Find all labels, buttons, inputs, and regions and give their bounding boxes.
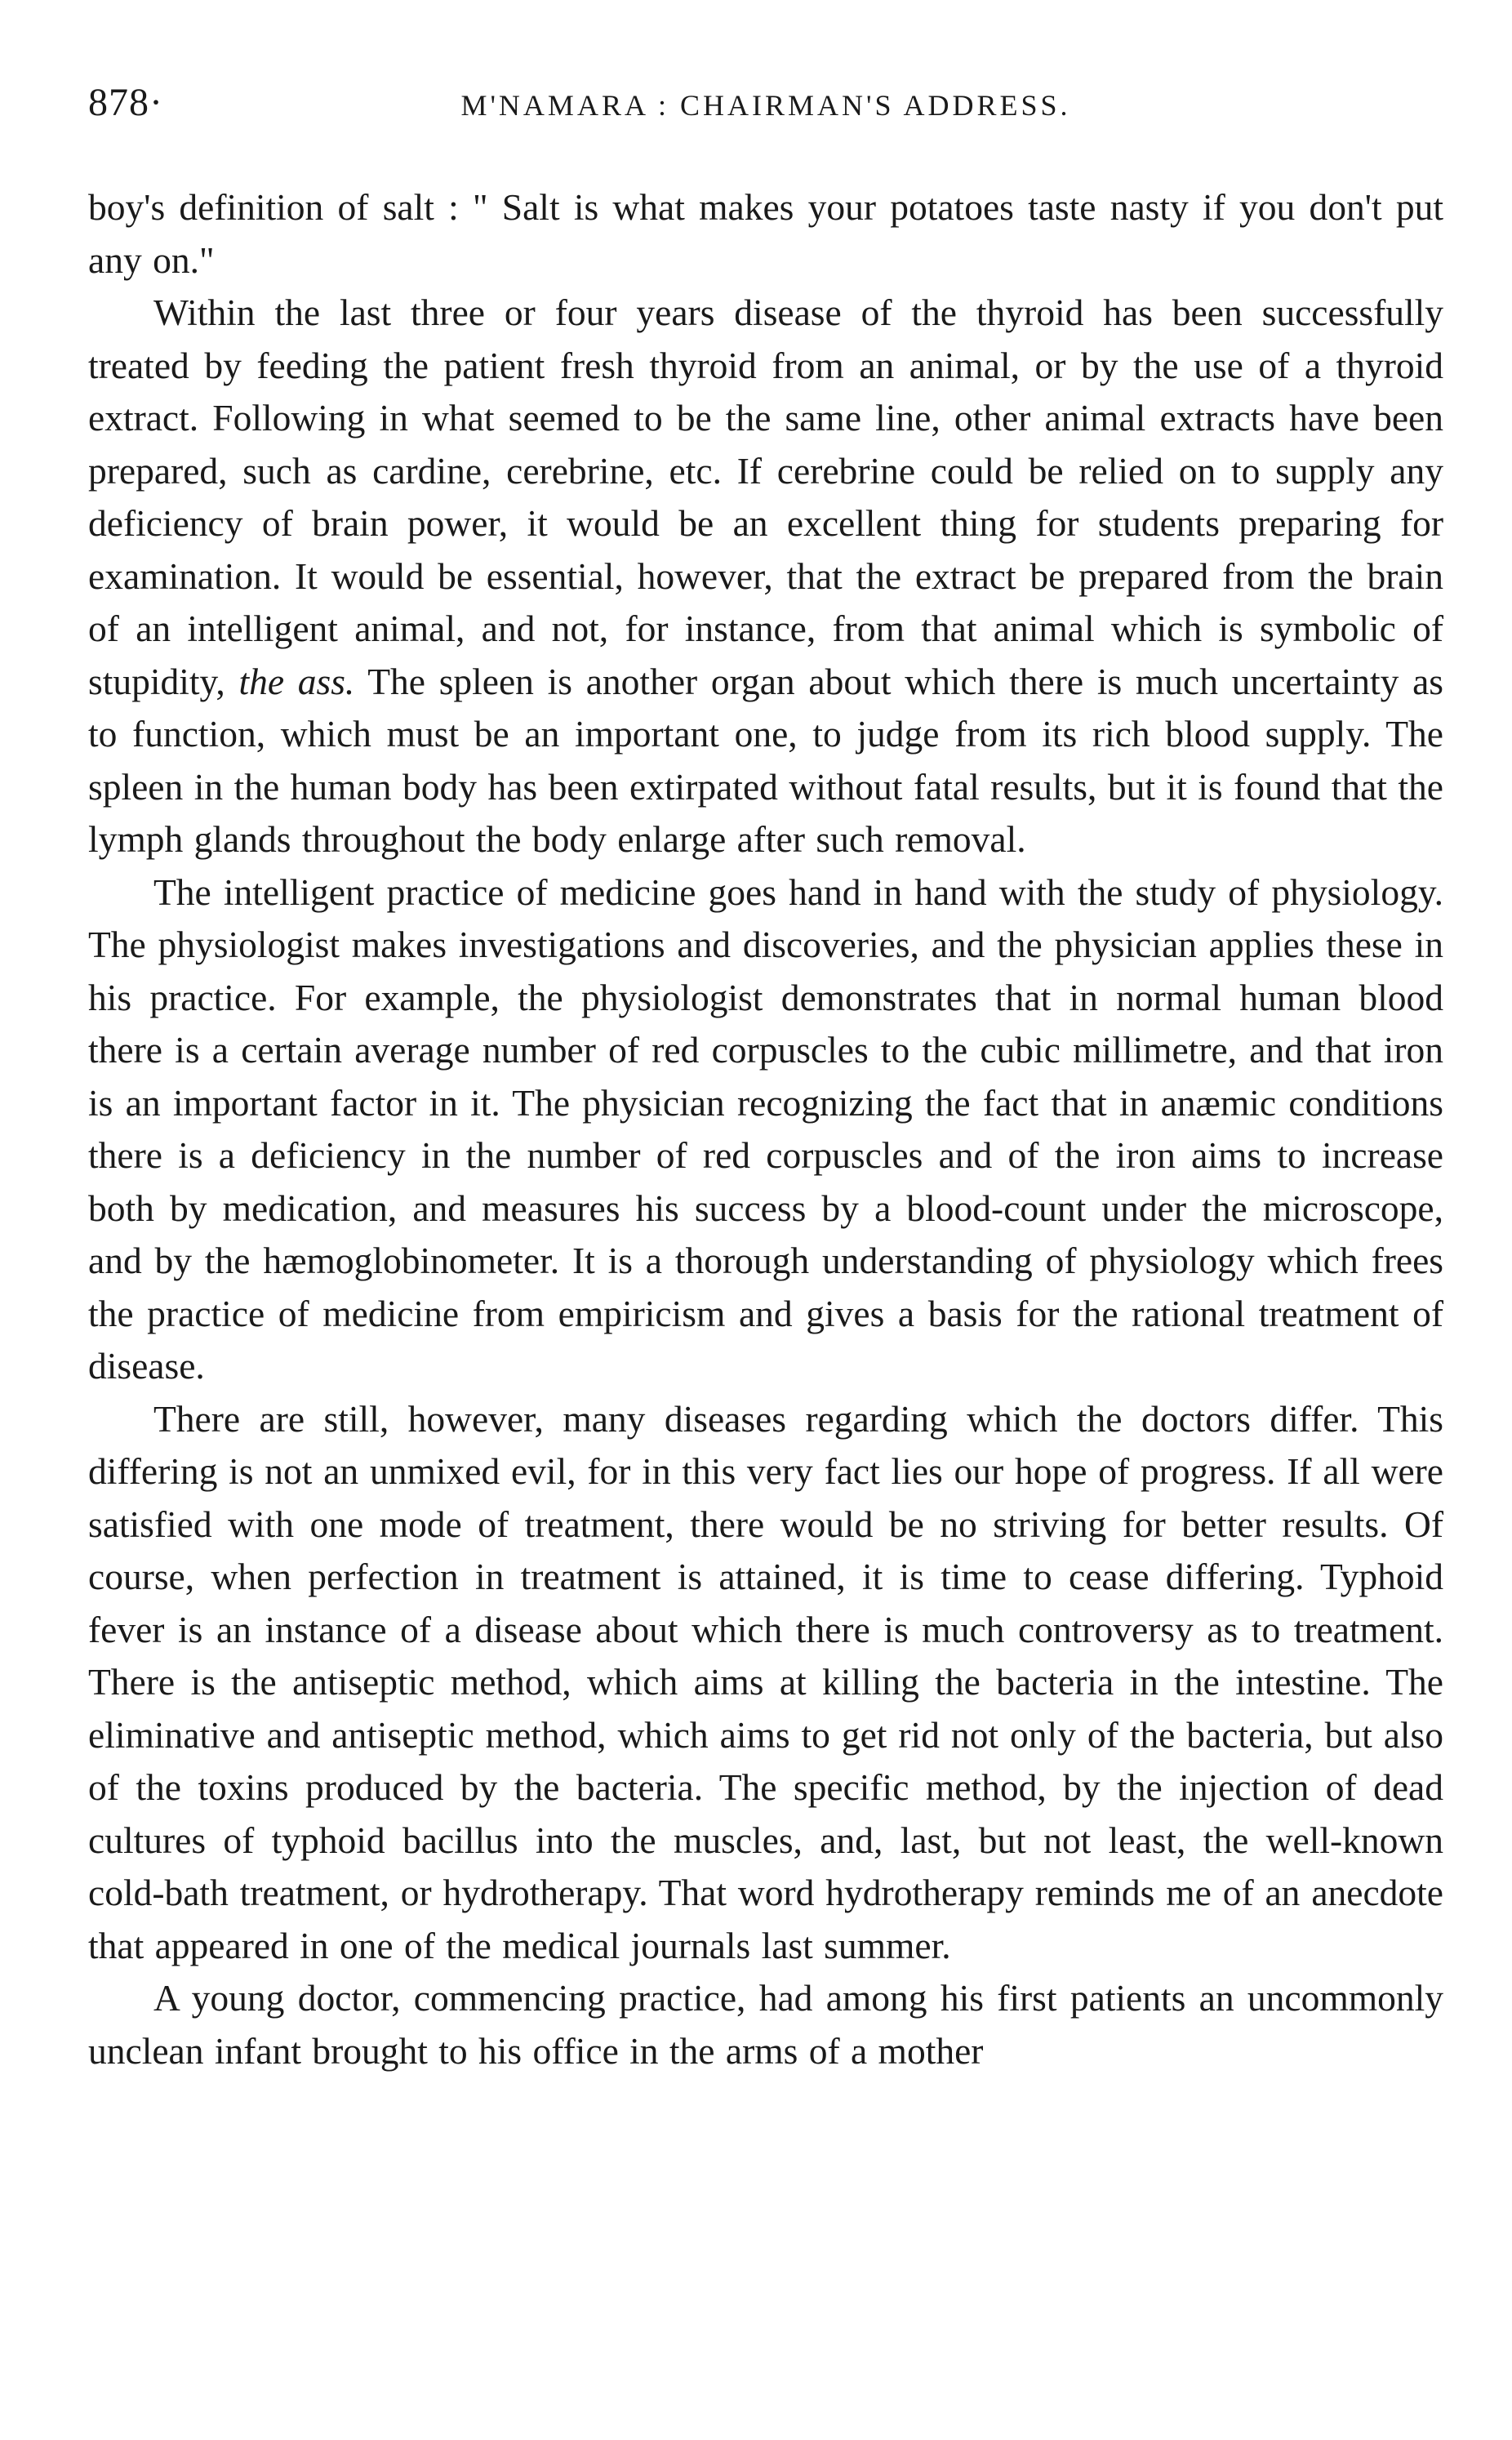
paragraph-text-continued: The spleen is another organ about which there is much uncertainty as to function, which must be an important one, to judge from its rich blood supply. The spleen in the human body has been extirpated without fatal results, but it is found that the lymph glands throughout the body enlarge after such removal. xyxy=(88,660,1444,860)
page-number: 878· xyxy=(88,81,163,124)
paragraph-typhoid xyxy=(88,1393,1443,1973)
running-head xyxy=(88,80,1443,129)
paragraph-text: Within the last three or four years disease of the thyroid has been successfully treated by feeding the patient fresh thyroid from an animal, or by the use of a thyroid extract. Following in what seemed to be the same line, other animal extracts have been prepared, such as cardine, cerebrine, etc. If cerebrine could be relied on to supply any deficiency of brain power, it would be an excellent thing for students preparing for examination. It would be essential, however, that the extract be prepared from the brain of an intelligent animal, and not, for instance, from that animal which is symbolic of stupidity, xyxy=(88,292,1443,702)
paragraph-continuation xyxy=(88,181,1443,287)
paragraph-physiology xyxy=(88,866,1443,1393)
paragraph-text: The intelligent practice of medicine goes hand in hand with the study of physiology. The physiologist makes investigations and discoveries, and the physician applies these in his practice. For example, the physiologist demonstrates that in normal human blood there is a certain average number of red corpuscles to the cubic millimetre, and that iron is an important factor in it. The physician recognizing the fact that in anæmic conditions there is a deficiency in the number of red corpuscles and of the iron aims to increase both by medication, and measures his success by a blood-count under the microscope, and by the hæmoglobinometer. It is a thorough understanding of physiology which frees the practice of medicine from empiricism and gives a basis for the rational treatment of disease. xyxy=(88,870,1443,1387)
paragraph-text: A young doctor, commencing practice, had among his first patients an uncommonly unclean infant brought to his office in the arms of a mother xyxy=(88,1977,1443,2072)
paragraph-anecdote xyxy=(88,1972,1443,2077)
paragraph-thyroid xyxy=(88,287,1443,866)
body-text xyxy=(88,181,1443,2077)
paragraph-text: boy's definition of salt : " Salt is what makes your potatoes taste nasty if you don't put any on." xyxy=(88,186,1443,281)
running-title: M'NAMARA : CHAIRMAN'S ADDRESS. xyxy=(460,89,1071,122)
italic-phrase: the ass. xyxy=(238,660,355,702)
paragraph-text: There are still, however, many diseases regarding which the doctors differ. This differing is not an unmixed evil, for in this very fact lies our hope of progress. If all were satisfied with one mode of treatment, there would be no striving for better results. Of course, when perfection in treatment is attained, it is time to cease differing. Typhoid fever is an instance of a disease about which there is much controversy as to treatment. There is the antiseptic method, which aims at killing the bacteria in the intestine. The eliminative and antiseptic method, which aims to get rid not only of the bacteria, but also of the toxins produced by the bacteria. The specific method, by the injection of dead cultures of typhoid bacillus into the muscles, and, last, but not least, the well-known cold-bath treatment, or hydrotherapy. That word hydrotherapy reminds me of an anecdote that appeared in one of the medical journals last summer. xyxy=(88,1397,1443,1966)
